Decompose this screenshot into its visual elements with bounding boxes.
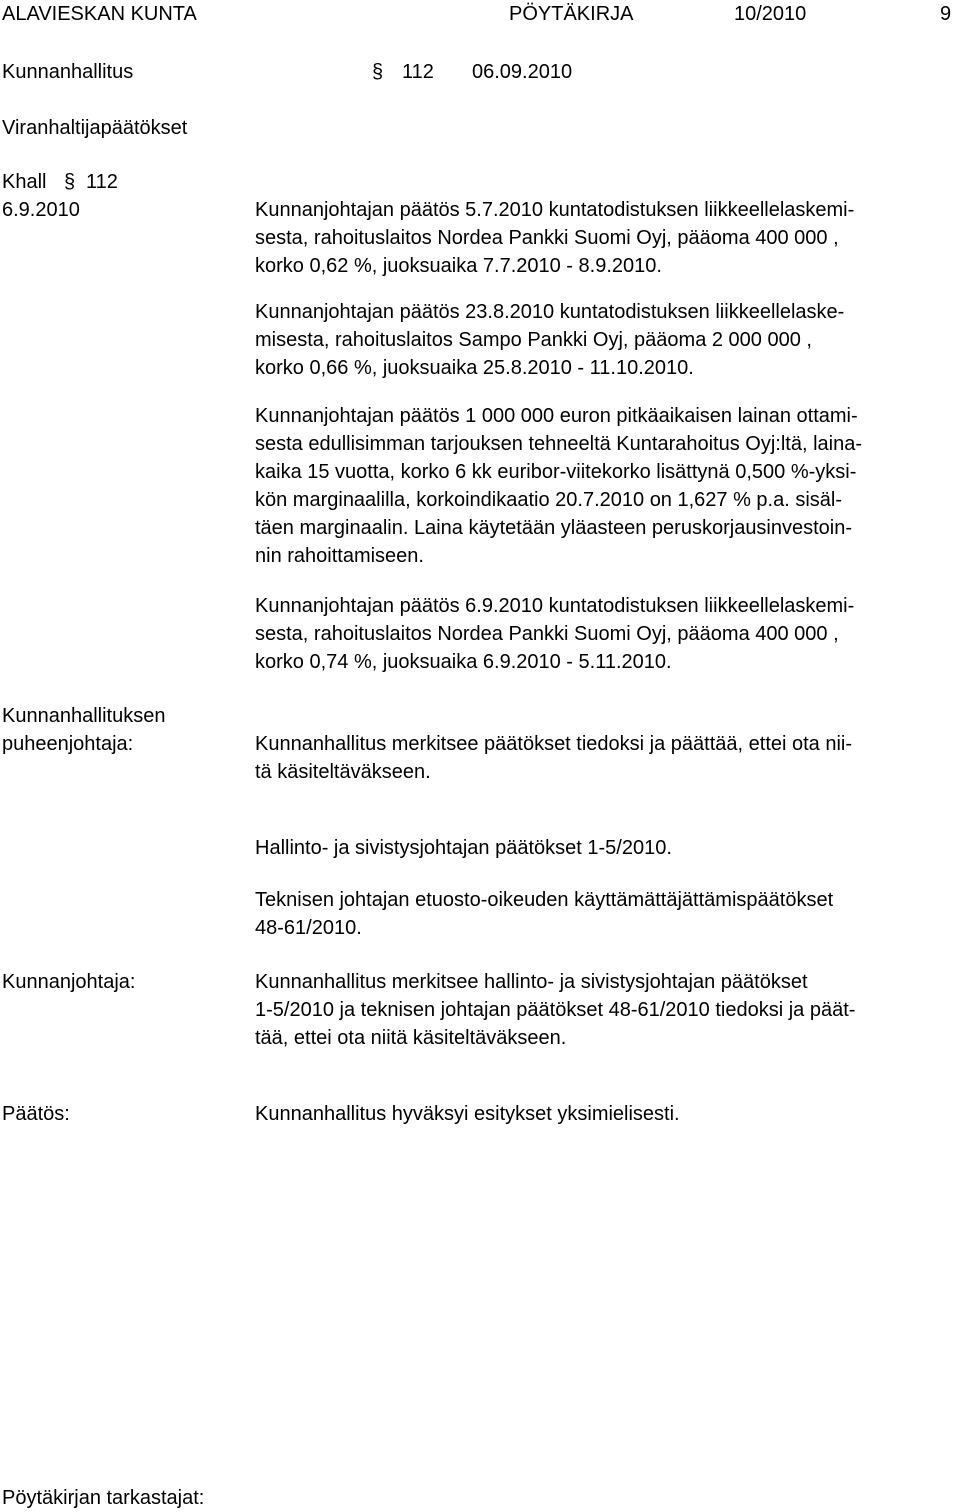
municipality-name: ALAVIESKAN KUNTA [2,3,197,25]
document-number: 10/2010 [734,3,807,25]
decision-paragraph-4 [255,592,955,676]
text-line: Kunnanjohtajan päätös 1 000 000 euron pitkäaikaisen lainan ottami- [255,405,858,427]
ref-label: Khall [2,171,47,193]
section-number: 112 [402,61,434,83]
meeting-date: 06.09.2010 [472,61,573,83]
item-paragraph-2 [255,886,955,942]
text-line: Kunnanjohtajan päätös 6.9.2010 kuntatodistuksen liikkeellelaskemi- [255,595,855,617]
text-line: Kunnanjohtajan päätös 5.7.2010 kuntatodistuksen liikkeellelaskemi- [255,199,855,221]
text-line: 1-5/2010 ja teknisen johtajan päätökset 48-61/2010 tiedoksi ja päät- [255,999,856,1021]
proposal-text-1 [255,730,955,786]
ref-date: 6.9.2010 [2,199,80,221]
text-line: tä käsiteltäväkseen. [255,761,431,783]
ref-section-symbol: § [64,171,76,193]
text-line: 48-61/2010. [255,917,362,939]
section-title: Viranhaltijapäätökset [2,117,188,139]
text-line: misesta, rahoituslaitos Sampo Pankki Oyj, pääoma 2 000 000 , [255,329,812,351]
decision-paragraph-2 [255,298,955,382]
text-line: nin rahoittamiseen. [255,545,424,567]
text-line: tää, ettei ota niitä käsiteltäväkseen. [255,1027,567,1049]
text-line: sesta edullisimman tarjouksen tehneeltä Kuntarahoitus Oyj:ltä, laina- [255,433,862,455]
text-line: Kunnanhallitus merkitsee päätökset tiedoksi ja päättää, ettei ota nii- [255,733,853,755]
item-paragraph-1 [255,834,955,862]
decision-paragraph-1 [255,196,955,280]
text-line: kaika 15 vuotta, korko 6 kk euribor-viitekorko lisättynä 0,500 %-yksi- [255,461,857,483]
ref-number: 112 [86,171,118,193]
text-line: korko 0,62 %, juoksuaika 7.7.2010 - 8.9.2010. [255,255,662,277]
text-line: sesta, rahoituslaitos Nordea Pankki Suomi Oyj, pääoma 400 000 , [255,623,839,645]
document-type: PÖYTÄKIRJA [509,3,634,25]
text-line: Teknisen johtajan etuosto-oikeuden käyttämättäjättämispäätökset [255,889,834,911]
footer-label: Pöytäkirjan tarkastajat: [2,1487,205,1509]
proposal-label-line1: Kunnanhallituksen [2,705,166,727]
section-symbol: § [372,61,384,83]
text-line: Hallinto- ja sivistysjohtajan päätökset 1-5/2010. [255,837,672,859]
meeting-body: Kunnanhallitus [2,61,134,83]
text-line: korko 0,66 %, juoksuaika 25.8.2010 - 11.10.2010. [255,357,694,379]
text-line: korko 0,74 %, juoksuaika 6.9.2010 - 5.11.2010. [255,651,672,673]
text-line: sesta, rahoituslaitos Nordea Pankki Suomi Oyj, pääoma 400 000 , [255,227,839,249]
proposal-text-2 [255,968,955,1052]
decision-label: Päätös: [2,1103,70,1125]
text-line: kön marginaalilla, korkoindikaatio 20.7.2010 on 1,627 % p.a. sisäl- [255,489,843,511]
text-line: Kunnanjohtajan päätös 23.8.2010 kuntatodistuksen liikkeellelaske- [255,301,845,323]
proposal-label-2: Kunnanjohtaja: [2,971,136,993]
page-number: 9 [940,3,952,25]
text-line: täen marginaalin. Laina käytetään yläasteen peruskorjausinvestoin- [255,517,853,539]
decision-text: Kunnanhallitus hyväksyi esitykset yksimielisesti. [255,1103,680,1125]
proposal-label-line2: puheenjohtaja: [2,733,134,755]
decision-paragraph-3 [255,402,955,570]
text-line: Kunnanhallitus merkitsee hallinto- ja sivistysjohtajan päätökset [255,971,808,993]
